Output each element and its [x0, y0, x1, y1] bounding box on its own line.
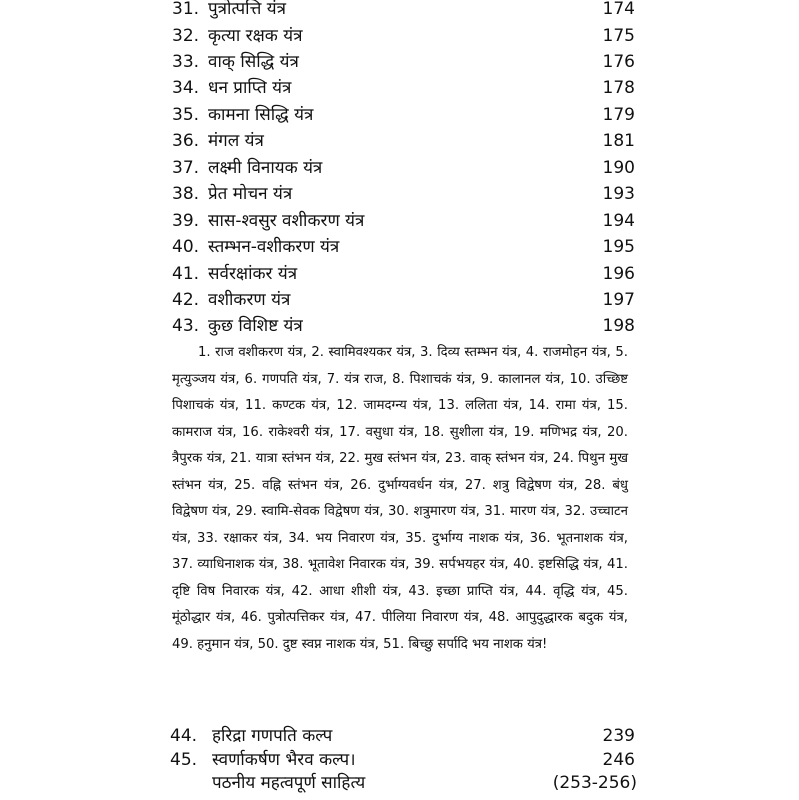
entry-number: 37. — [172, 158, 200, 178]
entry-title: वाक् सिद्धि यंत्र — [208, 52, 299, 72]
entry-page: 246 — [602, 750, 635, 770]
sub-list-text: 1. राज वशीकरण यंत्र, 2. स्वामिवश्यकर यंत्र, 3. दिव्य स्तम्भन यंत्र, 4. राजमोहन यंत्र, 5. मृत्युञ्जय यंत्र, 6. गणपति यंत्र, 7. यंत्र राज, 8. पिशाचकं यंत्र, 9. कालानल यंत्र, 10. उच्छिष्ट पिशाचकं यंत्र, 11. कण्टक यंत्र, 12. जामदग्न्य यंत्र, 13. ललिता यंत्र, 14. रामा यंत्र, 15. कामराज यंत्र, 16. राकेश्वरी यंत्र, 17. वसुधा यंत्र, 18. सुशीला यंत्र, 19. मणिभद्र यंत्र, 20. त्रैपुरक यंत्र, 21. यात्रा स्तंभन यंत्र, 22. मुख स्तंभन यंत्र, 23. वाक् स्तंभन यंत्र, 24. पिथुन मुख स्तंभन यंत्र, 25. वह्नि स्तंभन यंत्र, 26. दुर्भाग्यवर्धन यंत्र, 27. शत्रु विद्वेषण यंत्र, 28. बंधु विद्वेषण यंत्र, 29. स्वामि-सेवक विद्वेषण यंत्र, 30. शत्रुमारण यंत्र, 31. मारण यंत्र, 32. उच्चाटन यंत्र, 33. रक्षाकर यंत्र, 34. भय निवारण यंत्र, 35. दुर्भाग्य नाशक यंत्र, 36. भूतनाशक यंत्र, 37. व्याधिनाशक यंत्र, 38. भूतावेश निवारक यंत्र, 39. सर्पभयहर यंत्र, 40. इष्टसिद्धि यंत्र, 41. दृष्टि विष निवारक यंत्र, 42. आधा शीशी यंत्र, 43. इच्छा प्राप्ति यंत्र, 44. वृद्धि यंत्र, 45. मूंठोद्धार यंत्र, 46. पुत्रोत्पत्तिकर यंत्र, 47. पीलिया निवारण यंत्र, 48. आपुदुद्धारक बदुक यंत्र, 49. हनुमान यंत्र, 50. दुष्ट स्वप्न नाशक यंत्र, 51. बिच्छु सर्पादि भय नाशक यंत्र! — [172, 345, 628, 652]
toc-entry — [0, 723, 799, 750]
entry-page: 181 — [602, 131, 635, 151]
entry-number: 43. — [172, 316, 200, 336]
entry-title: स्तम्भन-वशीकरण यंत्र — [208, 237, 340, 257]
entry-page: (253-256) — [552, 773, 637, 793]
entry-page: 196 — [602, 264, 635, 284]
entry-number: 42. — [172, 290, 200, 310]
entry-page: 178 — [602, 78, 635, 98]
entry-number: 39. — [172, 211, 200, 231]
entry-title: सर्वरक्षांकर यंत्र — [208, 264, 298, 284]
entry-number: 44. — [170, 726, 198, 746]
entry-title: मंगल यंत्र — [208, 131, 264, 151]
entry-page: 179 — [602, 105, 635, 125]
entry-page: 198 — [602, 316, 635, 336]
entry-page: 190 — [602, 158, 635, 178]
entry-title: प्रेत मोचन यंत्र — [208, 184, 293, 204]
toc-entry — [0, 49, 799, 76]
entry-page: 197 — [602, 290, 635, 310]
entry-title: वशीकरण यंत्र — [208, 290, 291, 310]
toc-entry — [0, 261, 799, 288]
entry-number: 36. — [172, 131, 200, 151]
toc-entry — [0, 155, 799, 182]
entry-number: 38. — [172, 184, 200, 204]
entry-page: 193 — [602, 184, 635, 204]
toc-entry — [0, 208, 799, 235]
entry-page: 195 — [602, 237, 635, 257]
yantra-sub-list — [172, 340, 628, 658]
entry-title: कृत्या रक्षक यंत्र — [208, 26, 303, 46]
entry-number: 35. — [172, 105, 200, 125]
toc-entry — [0, 181, 799, 208]
entry-title: पठनीय महत्वपूर्ण साहित्य — [212, 773, 366, 793]
entry-number: 41. — [172, 264, 200, 284]
entry-title: कामना सिद्धि यंत्र — [208, 105, 314, 125]
entry-number: 34. — [172, 78, 200, 98]
entry-number: 31. — [172, 0, 200, 19]
entry-title: सास-श्वसुर वशीकरण यंत्र — [208, 211, 365, 231]
entry-page: 239 — [602, 726, 635, 746]
entry-page: 175 — [602, 26, 635, 46]
entry-page: 194 — [602, 211, 635, 231]
entry-page: 176 — [602, 52, 635, 72]
entry-title: कुछ विशिष्ट यंत्र — [208, 316, 303, 336]
entry-number: 40. — [172, 237, 200, 257]
toc-entry — [0, 234, 799, 261]
entry-title: स्वर्णाकर्षण भैरव कल्प। — [212, 750, 356, 770]
toc-entry — [0, 313, 799, 340]
toc-entry — [0, 287, 799, 314]
entry-page: 174 — [602, 0, 635, 19]
entry-title: धन प्राप्ति यंत्र — [208, 78, 292, 98]
toc-entry — [0, 23, 799, 50]
toc-entry — [0, 75, 799, 102]
toc-entry — [0, 128, 799, 155]
entry-number: 33. — [172, 52, 200, 72]
toc-entry-reading-list — [0, 770, 799, 797]
entry-number: 32. — [172, 26, 200, 46]
entry-title: लक्ष्मी विनायक यंत्र — [208, 158, 323, 178]
entry-number: 45. — [170, 750, 198, 770]
entry-title: पुत्रोत्पत्ति यंत्र — [208, 0, 286, 19]
toc-entry — [0, 102, 799, 129]
toc-entry — [0, 0, 799, 23]
entry-title: हरिद्रा गणपति कल्प — [212, 726, 333, 746]
